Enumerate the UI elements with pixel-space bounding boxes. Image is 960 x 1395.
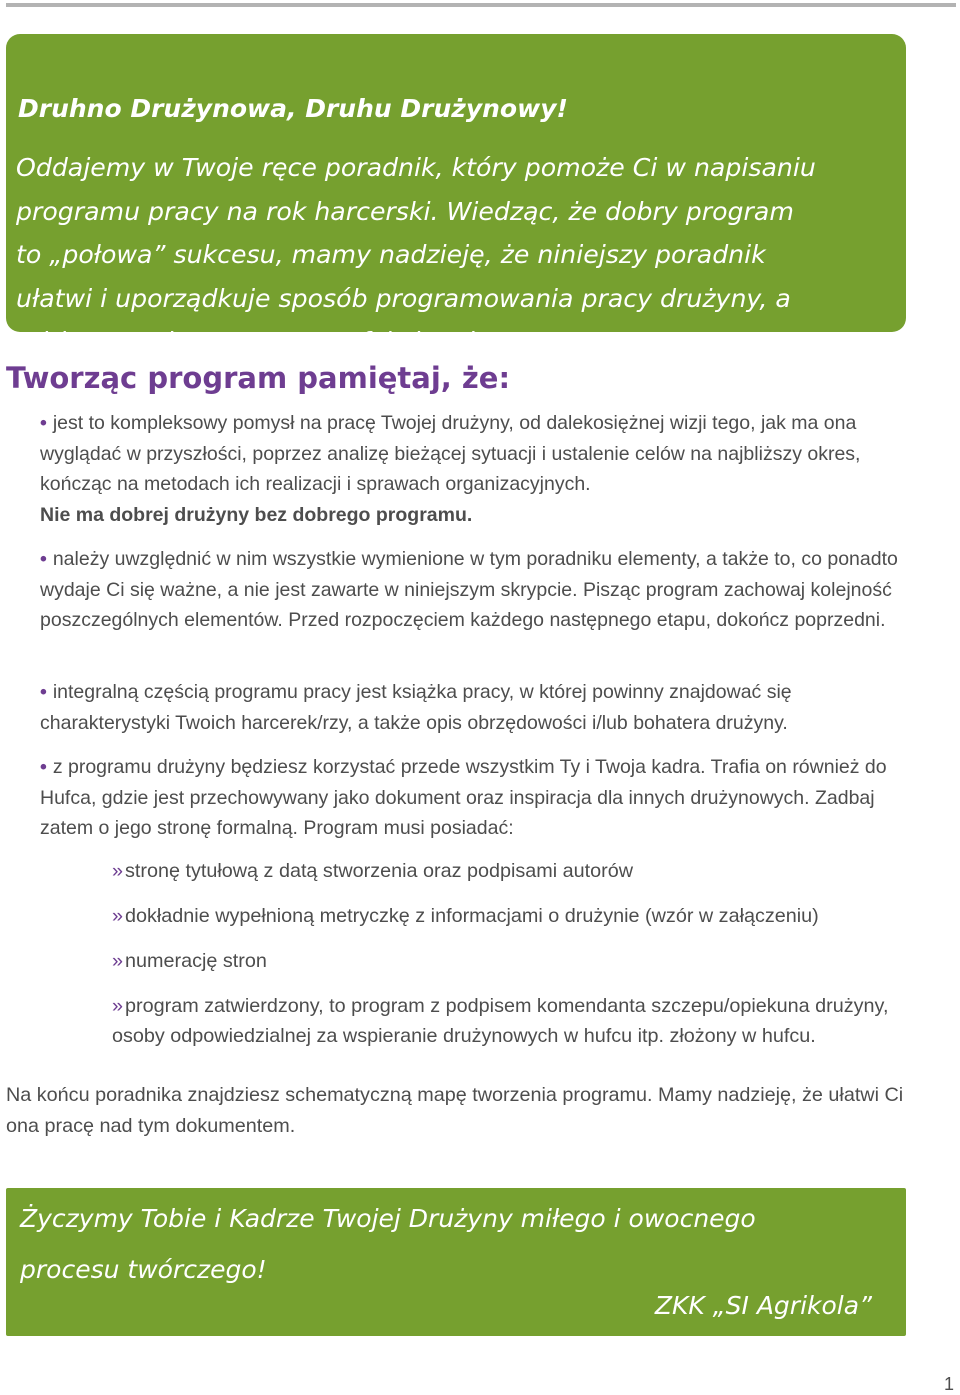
bullet-icon: • (40, 681, 47, 703)
intro-line: programu pracy na rok harcerski. Wiedząc, że dobry program (16, 196, 794, 226)
bullet-icon: • (40, 756, 47, 778)
signature: ZKK „SI Agrikola” (654, 1291, 872, 1320)
section-title: Tworząc program pamiętaj, że: (6, 361, 511, 395)
intro-box (6, 34, 906, 356)
greeting: Druhno Drużynowa, Druhu Drużynowy! (18, 94, 568, 123)
wish-line: procesu twórczego! (20, 1255, 267, 1284)
bullet-text: należy uwzględnić w nim wszystkie wymienione w tym poradniku elementy, a także to, co ponadto wydaje Ci się ważne, a nie jest zawarte w niniejszym skrypcie. Pisząc program zachowaj kolejność poszczególnych elementów. Przed rozpoczęciem każdego następnego etapu, dokończ poprzedni. (40, 548, 898, 631)
top-rule (6, 3, 956, 7)
bullet-text: jest to kompleksowy pomysł na pracę Twojej drużyny, od dalekosiężnej wizji tego, jak ma ona wyglądać w przyszłości, poprzez analizę bieżącej sytuacji i ustalenie celów na najbliższy okres, kończąc na metodach ich realizacji i sprawach organizacyjnych. (40, 412, 861, 495)
bullet-icon: • (40, 548, 47, 570)
bullet-item (40, 408, 920, 530)
page-number: 1 (943, 1374, 954, 1394)
intro-line: Oddajemy w Twoje ręce poradnik, który pomoże Ci w napisaniu (16, 153, 816, 182)
intro-text (16, 146, 901, 364)
sub-item (112, 946, 902, 976)
bullet-item (40, 544, 920, 636)
bullet-bold-text: Nie ma dobrej drużyny bez dobrego programu. (40, 503, 473, 526)
chevron-icon: » (112, 905, 124, 927)
chevron-icon: » (112, 950, 124, 972)
chevron-icon: » (112, 995, 124, 1017)
sub-item-text: stronę tytułową z datą stworzenia oraz podpisami autorów (125, 860, 633, 882)
wish-box (6, 1188, 906, 1336)
sub-item (112, 901, 902, 931)
sub-item-text: dokładnie wypełnioną metryczkę z informacjami o drużynie (wzór w załączeniu) (125, 905, 819, 927)
sub-item-text: numerację stron (125, 950, 267, 972)
chevron-icon: » (112, 860, 124, 882)
intro-line: to „połowa” sukcesu, mamy nadzieję, że niniejszy poradnik (16, 240, 766, 269)
bullet-item (40, 752, 920, 844)
intro-line: ułatwi i uporządkuje sposób programowania pracy drużyny, a (16, 283, 791, 313)
closing-text: Na końcu poradnika znajdziesz schematyczną mapę tworzenia programu. Mamy nadzieję, że ułatwi Ci ona pracę nad tym dokumentem. (6, 1084, 904, 1137)
sub-item (112, 856, 902, 886)
intro-line: także uczyni tę pracę satysfakcjonującą. (16, 327, 528, 356)
bullet-text: z programu drużyny będziesz korzystać przede wszystkim Ty i Twoja kadra. Trafia on również do Hufca, gdzie jest przechowywany jako dokument oraz inspiracja dla innych drużynowych. Zadbaj zatem o jego stronę formalną. Program musi posiadać: (40, 756, 887, 839)
bullet-text: integralną częścią programu pracy jest książka pracy, w której powinny znajdować się charakterystyki Twoich harcerek/rzy, a także opis obrzędowości i/lub bohatera drużyny. (40, 681, 792, 734)
sub-item-text: program zatwierdzony, to program z podpisem komendanta szczepu/opiekuna drużyny, osoby odpowiedzialnej za wspieranie drużynowych w hufcu itp. złożony w hufcu. (112, 995, 889, 1047)
sub-item (112, 991, 902, 1051)
wish-line: Życzymy Tobie i Kadrze Twojej Drużyny miłego i owocnego (20, 1204, 756, 1233)
bullet-icon: • (40, 412, 47, 434)
bullet-item (40, 677, 920, 738)
